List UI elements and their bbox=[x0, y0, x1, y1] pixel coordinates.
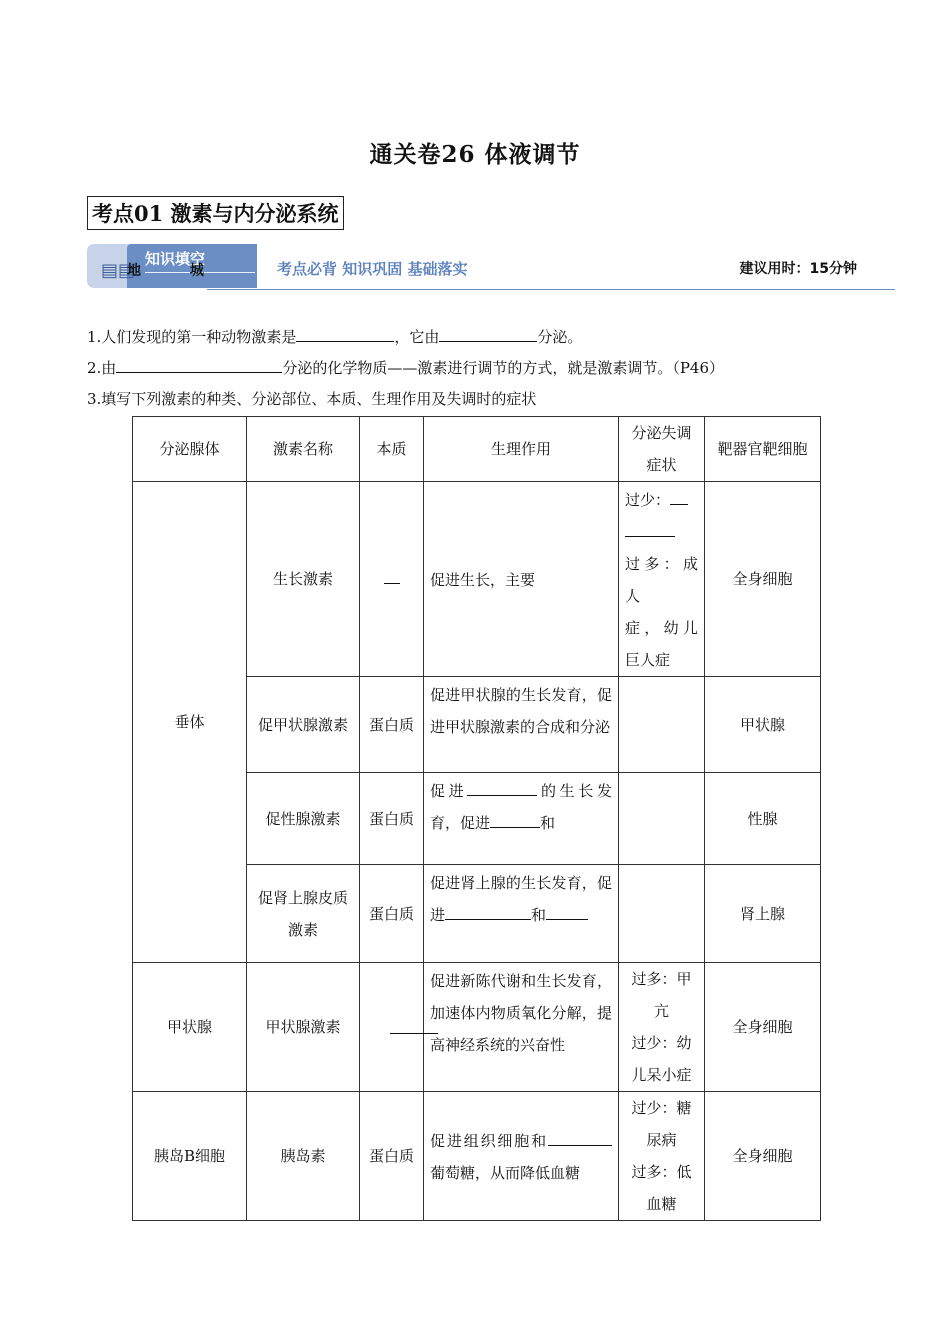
table-row bbox=[133, 482, 821, 677]
suggested-time: 建议用时：15分钟 bbox=[739, 261, 857, 277]
hormone-name-cell: 促甲状腺激素 bbox=[247, 677, 360, 773]
banner-tab-label: 知识填空 bbox=[145, 250, 206, 268]
target-cell: 全身细胞 bbox=[705, 963, 821, 1092]
table-header-row bbox=[133, 417, 821, 482]
symptom-cell: 过少： 过多：成人 症，幼儿巨人症 bbox=[619, 482, 705, 677]
nature-cell bbox=[360, 482, 424, 677]
symptom-cell: 过少：糖尿病 过多：低血糖 bbox=[619, 1092, 705, 1221]
answer-blank[interactable] bbox=[546, 905, 588, 920]
section-banner bbox=[87, 244, 895, 292]
gland-cell: 垂体 bbox=[133, 482, 247, 963]
answer-blank[interactable] bbox=[670, 490, 688, 505]
gland-cell: 胰岛B细胞 bbox=[133, 1092, 247, 1221]
question-2: 2.由 分泌的化学物质——激素进行调节的方式，就是激素调节。（P46） bbox=[87, 359, 724, 377]
hormone-name-cell: 生长激素 bbox=[247, 482, 360, 677]
effect-cell: 促进新陈代谢和生长发育，加速体内物质氧化分解，提高神经系统的兴奋性 bbox=[424, 963, 619, 1092]
header-cell: 靶器官靶细胞 bbox=[705, 417, 821, 482]
symptom-cell: 过多：甲亢 过少：幼儿呆小症 bbox=[619, 963, 705, 1092]
answer-blank[interactable] bbox=[296, 327, 394, 342]
target-cell: 甲状腺 bbox=[705, 677, 821, 773]
target-cell: 性腺 bbox=[705, 773, 821, 865]
symptom-cell bbox=[619, 773, 705, 865]
header-cell: 分泌失调症状 bbox=[619, 417, 705, 482]
nature-cell: 蛋白质 bbox=[360, 865, 424, 963]
question-3: 3.填写下列激素的种类、分泌部位、本质、生理作用及失调时的症状 bbox=[87, 390, 537, 408]
answer-blank[interactable] bbox=[548, 1131, 612, 1146]
header-cell: 分泌腺体 bbox=[133, 417, 247, 482]
hormone-table bbox=[132, 416, 821, 1221]
banner-rule bbox=[207, 289, 895, 290]
answer-blank[interactable] bbox=[490, 813, 540, 828]
answer-blank[interactable] bbox=[625, 522, 675, 537]
nature-cell: 蛋白质 bbox=[360, 1092, 424, 1221]
answer-blank[interactable] bbox=[467, 781, 537, 796]
nature-cell bbox=[360, 963, 424, 1092]
gland-cell: 甲状腺 bbox=[133, 963, 247, 1092]
effect-cell: 促进甲状腺的生长发育，促进甲状腺激素的合成和分泌 bbox=[424, 677, 619, 773]
table-row bbox=[133, 1092, 821, 1221]
banner-slogan: 考点必背 知识巩固 基础落实 bbox=[277, 260, 468, 278]
answer-blank[interactable] bbox=[390, 1019, 438, 1034]
symptom-cell bbox=[619, 865, 705, 963]
banner-city-text: 地 城 bbox=[127, 263, 226, 279]
effect-cell: 促进肾上腺的生长发育，促进 和 bbox=[424, 865, 619, 963]
answer-blank[interactable] bbox=[439, 327, 537, 342]
header-cell: 生理作用 bbox=[424, 417, 619, 482]
hormone-name-cell: 胰岛素 bbox=[247, 1092, 360, 1221]
nature-cell: 蛋白质 bbox=[360, 773, 424, 865]
hormone-name-cell: 促肾上腺皮质激素 bbox=[247, 865, 360, 963]
target-cell: 全身细胞 bbox=[705, 482, 821, 677]
answer-blank[interactable] bbox=[445, 905, 531, 920]
target-cell: 肾上腺 bbox=[705, 865, 821, 963]
header-cell: 本质 bbox=[360, 417, 424, 482]
effect-cell: 促进组织细胞和葡萄糖，从而降低血糖 bbox=[424, 1092, 619, 1221]
hormone-name-cell: 促性腺激素 bbox=[247, 773, 360, 865]
answer-blank[interactable] bbox=[116, 358, 282, 373]
page-title: 通关卷26 体液调节 bbox=[369, 141, 581, 168]
symptom-cell bbox=[619, 677, 705, 773]
nature-cell: 蛋白质 bbox=[360, 677, 424, 773]
table-row bbox=[133, 963, 821, 1092]
book-icon: ▤▤ bbox=[101, 260, 136, 281]
answer-blank[interactable] bbox=[384, 569, 400, 584]
effect-cell: 促进生长，主要 bbox=[424, 482, 619, 677]
target-cell: 全身细胞 bbox=[705, 1092, 821, 1221]
header-cell: 激素名称 bbox=[247, 417, 360, 482]
question-1: 1.人们发现的第一种动物激素是 ，它由 分泌。 bbox=[87, 328, 583, 346]
hormone-name-cell: 甲状腺激素 bbox=[247, 963, 360, 1092]
effect-cell: 促进 的生长发育，促进 和 bbox=[424, 773, 619, 865]
section-heading: 考点01 激素与内分泌系统 bbox=[87, 196, 344, 230]
